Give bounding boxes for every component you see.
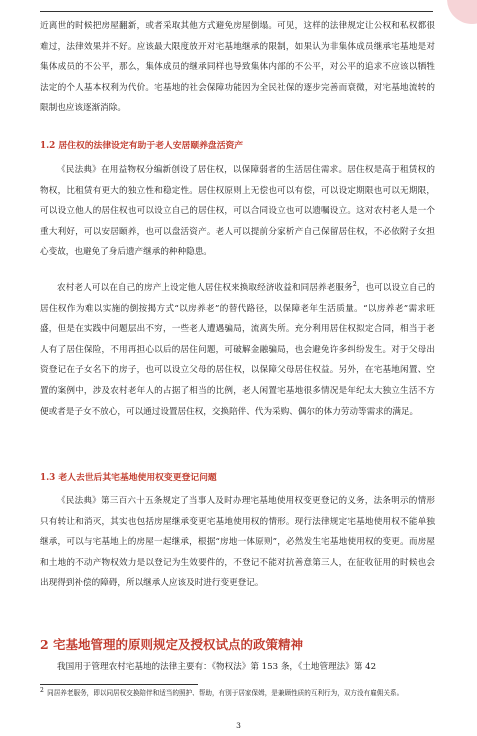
paragraph-2-text-before-note: 农村老人可以在自己的房产上设定他人居住权来换取经济收益和同居养老服务 [57, 283, 353, 293]
top-paragraph: 近离世的时候把房屋翻新，或者采取其他方式避免房屋倒塌。可见，这样的法律规定让公权和私权都很难过，法律效果并不好。应该最大限度放开对宅基地继承的限制，如果认为非集体成员继承宅基地是对集体成员的不公平，那么，集体成员的继承同样也导致集体内部的不公平，对公平的追求不应该以牺牲法定的个人基本权利为代价。宅基地的社会保障功能因为全民社保的逐步完善而衰微，对宅基地流转的限制也应该逐渐消除。 [40, 21, 435, 114]
page-number: 3 [236, 721, 241, 730]
section-1-3-paragraph: 《民法典》第三百六十五条规定了当事人及时办理宅基地使用权变更登记的义务，法条明示的情形只有转让和消灭，其实也包括房屋继承变更宅基地使用权的情形。现行法律规定宅基地使用权不能单独继承，可以与宅基地上的房屋一起继承，根据“房地一体原则”，必然发生宅基地使用权的变更。而房屋和土地的不动产物权效力是以登记为生效要件的，不登记不能对抗善意第三人，在征收征用的时候也会出现得到补偿的障碍，所以继承人应该及时进行变更登记。 [40, 496, 435, 589]
footnote-rule [40, 684, 198, 685]
section-2-paragraph: 我国用于管理农村宅基地的法律主要有：《物权法》第 153 条，《土地管理法》第 42 [57, 662, 377, 672]
section-heading-2: 2 宅基地管理的原则规定及授权试点的政策精神 [40, 637, 304, 652]
section-1-2-paragraph-1: 《民法典》在用益物权分编新创设了居住权，以保障弱者的生活居住需求。居住权是高于租赁权的物权，比租赁有更大的独立性和稳定性。居住权原则上无偿也可以有偿，可以设定期限也可以无期限，可以设立他人的居住权也可以设立自己的居住权，可以合同设立也可以遗嘱设立。这对农村老人是一个重大利好，可以安居颐养，也可以盘活资产。老人可以提前分家析产自己保留居住权，不必依附子女担心变故，也避免了身后遗产继承的种种隐患。 [40, 165, 435, 258]
section-1-2-paragraph-2 [40, 278, 435, 422]
footnote-reference: 2 [352, 281, 357, 289]
footnote-mark: 2 [40, 686, 44, 694]
header-rule [40, 11, 433, 12]
corner-decoration [447, 0, 477, 24]
section-heading-1-3: 1.3 老人去世后其宅基地使用权变更登记问题 [40, 473, 217, 483]
section-heading-1-2: 1.2 居住权的法律设定有助于老人安居颐养盘活资产 [40, 141, 244, 151]
footnote [40, 688, 433, 699]
footnote-text: 同居养老服务，即以同居权交换陪伴和适当的照护、帮助，有别于居家保姆，是兼顾性质的互利行为，双方没有雇佣关系。 [47, 689, 404, 697]
paragraph-2-text-after-note: ，也可以设立自己的居住权作为难以实施的倒按揭方式“以房养老”的替代路径，以保障老年生活质量。“以房养老”需求旺盛，但是在实践中问题层出不穷，一些老人遭遇骗局，流离失所。充分利用居住权拟定合同，相当于老人有了居住保险，不用再担心以后的居住问题，可破解金融骗局，也会避免许多纠纷发生。对于父母出资登记在子女名下的房子，也可以设立父母的居住权，以保障父母居住权益。另外，在宅基地闲置、空置的案例中，涉及农村老年人的占据了相当的比例，老人闲置宅基地很多情况是年纪太大独立生活不方便或者是子女不放心，可以通过设置居住权，交换陪伴、代为采购、偶尔的体力劳动等需求的满足。 [40, 283, 435, 417]
